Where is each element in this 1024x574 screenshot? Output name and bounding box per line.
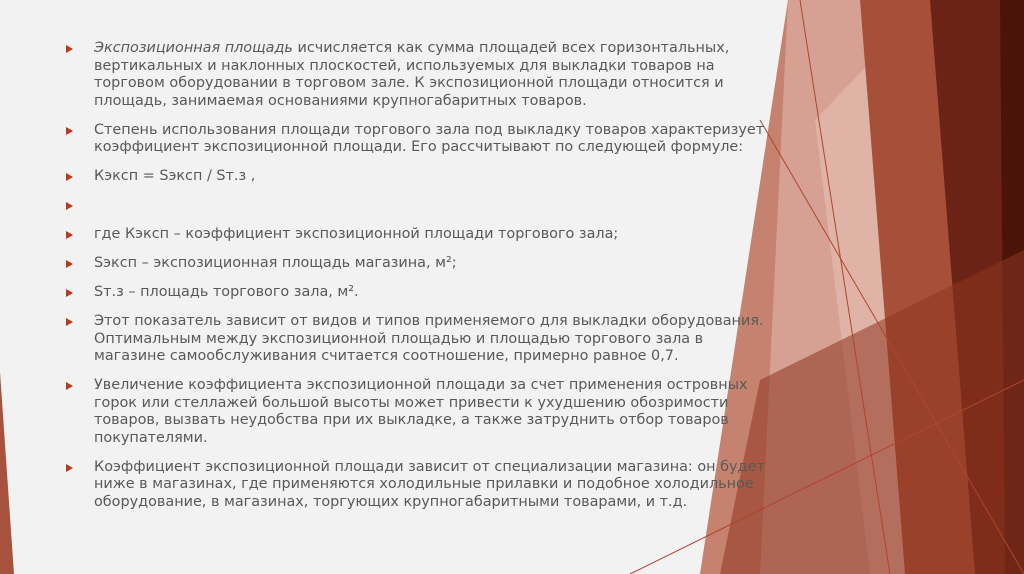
bullet-item [66, 459, 766, 512]
bullet-arrow-icon [66, 464, 73, 472]
bullet-text: Степень использования площади торгового зала под выкладку товаров характеризует коэффициент экспозиционной площади. Его рассчитывают по следующей формуле: [94, 121, 765, 155]
bullet-text: Кэксп = Sэксп / Sт.з , [94, 168, 256, 184]
bullet-text: Sт.з – площадь торгового зала, м². [94, 284, 359, 300]
bullet-item [66, 40, 766, 110]
bullet-arrow-icon [66, 202, 73, 210]
bullet-arrow-icon [66, 318, 73, 326]
bullet-arrow-icon [66, 45, 73, 53]
bullet-item [66, 255, 766, 273]
bullet-item [66, 122, 766, 157]
bullet-arrow-icon [66, 260, 73, 268]
bullet-item [66, 284, 766, 302]
bullet-arrow-icon [66, 127, 73, 135]
left-accent-shape [0, 372, 14, 574]
bullet-item [66, 226, 766, 244]
bullet-arrow-icon [66, 173, 73, 181]
bullet-arrow-icon [66, 231, 73, 239]
slide-body [66, 40, 766, 523]
bullet-item [66, 313, 766, 366]
bullet-text: Sэксп – экспозиционная площадь магазина, м²; [94, 255, 457, 271]
bullet-arrow-icon [66, 289, 73, 297]
bullet-text: Увеличение коэффициента экспозиционной площади за счет применения островных горок или стеллажей большой высоты может привести к ухудшению обозримости товаров, вызвать неудобства при их выкладке, а также затруднить отбор товаров покупателями. [94, 377, 748, 446]
bullet-lead-term: Экспозиционная площадь [94, 40, 293, 56]
bullet-text: Коэффициент экспозиционной площади зависит от специализации магазина: он будет ниже в магазинах, где применяются холодильные прилавки и подобное холодильное оборудование, в магазинах, торгующих крупногабаритными товарами, и т.д. [94, 458, 765, 510]
bullet-item [66, 377, 766, 447]
bullet-item [66, 197, 766, 215]
bullet-text: исчисляется как сумма площадей всех горизонтальных, вертикальных и наклонных плоскостей, используемых для выкладки товаров на торговом оборудовании в торговом зале. К экспозиционной площади относится и площадь, занимаемая основаниями крупногабаритных товаров. [94, 40, 730, 109]
bullet-item [66, 168, 766, 186]
bullet-arrow-icon [66, 382, 73, 390]
bullet-text: где Кэксп – коэффициент экспозиционной площади торгового зала; [94, 226, 619, 242]
bullet-text: Этот показатель зависит от видов и типов применяемого для выкладки оборудования. Оптимальным между экспозиционной площадью и площадью торгового зала в магазине самообслуживания считается соотношение, примерно равное 0,7. [94, 313, 764, 364]
